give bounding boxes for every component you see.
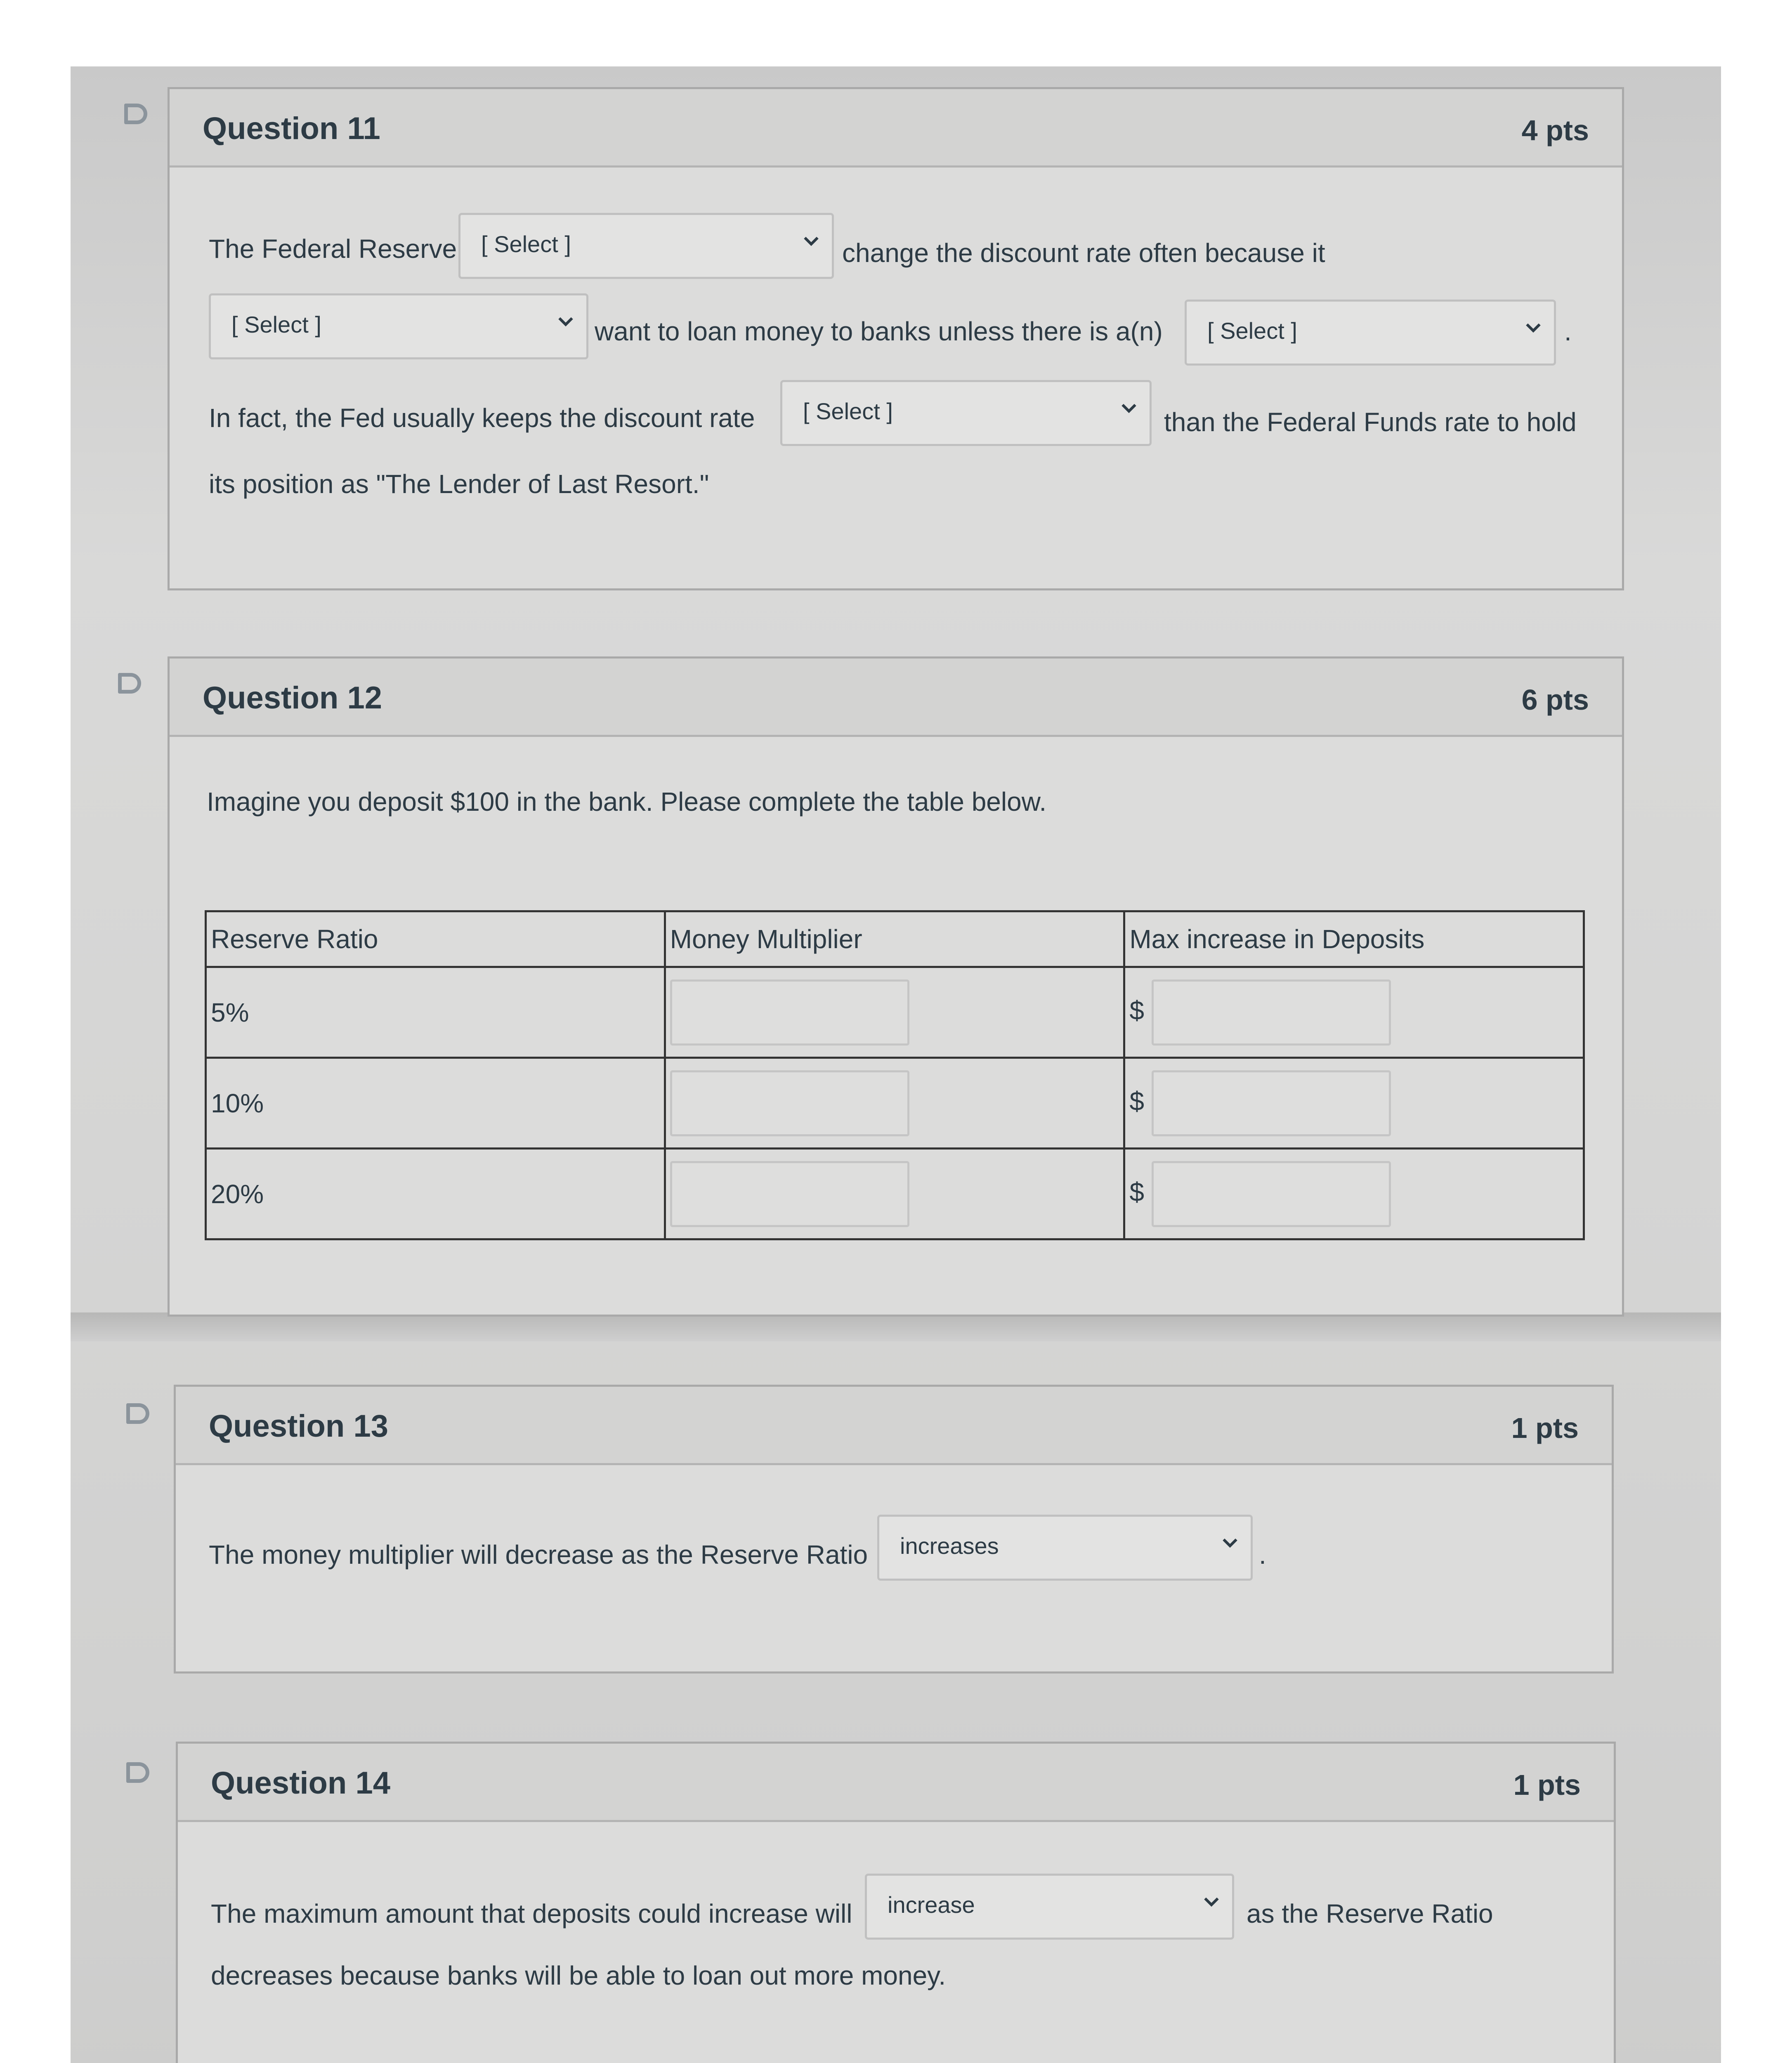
select-dropdown-3[interactable]	[1185, 300, 1556, 366]
currency-label: $	[1129, 1177, 1144, 1207]
table-header: Money Multiplier	[665, 911, 1124, 967]
question-text: The maximum amount that deposits could increase will	[211, 1899, 852, 1928]
chevron-down-icon	[1221, 1534, 1239, 1552]
question-text: The money multiplier will decrease as the Reserve Ratio	[209, 1540, 868, 1570]
question-14-card	[176, 1742, 1616, 2063]
max-increase-cell	[1124, 1149, 1584, 1239]
select-value: increase	[888, 1892, 975, 1918]
question-11-body	[203, 168, 1589, 580]
max-increase-input[interactable]	[1152, 1070, 1391, 1136]
money-multiplier-cell	[665, 967, 1124, 1058]
select-value: increases	[900, 1533, 999, 1559]
table-row	[206, 1058, 1584, 1149]
max-increase-input[interactable]	[1152, 1161, 1391, 1227]
select-value: [ Select ]	[803, 398, 893, 424]
question-title: Question 12	[203, 680, 382, 715]
chevron-down-icon	[557, 313, 575, 331]
screenshot-photo	[71, 66, 1721, 2063]
money-multiplier-input[interactable]	[670, 1070, 909, 1136]
flag-icon[interactable]	[126, 1403, 149, 1424]
money-multiplier-input[interactable]	[670, 1161, 909, 1227]
chevron-down-icon	[1120, 399, 1138, 418]
question-title: Question 14	[211, 1766, 390, 1801]
question-13-card	[174, 1385, 1614, 1674]
reserve-ratio-cell: 20%	[206, 1149, 665, 1239]
max-increase-cell	[1124, 1058, 1584, 1149]
question-points: 6 pts	[1521, 684, 1589, 716]
select-dropdown-2[interactable]	[209, 293, 588, 359]
table-row	[206, 967, 1584, 1058]
money-multiplier-cell	[665, 1058, 1124, 1149]
select-dropdown-1[interactable]	[458, 213, 834, 279]
question-text: than the Federal Funds rate to hold	[1164, 407, 1577, 437]
chevron-down-icon	[802, 232, 820, 250]
question-13-header	[176, 1387, 1612, 1465]
reserve-ratio-cell: 5%	[206, 967, 665, 1058]
chevron-down-icon	[1202, 1893, 1221, 1911]
question-text: In fact, the Fed usually keeps the discount rate	[209, 403, 755, 433]
currency-label: $	[1129, 1086, 1144, 1116]
table-row	[206, 1149, 1584, 1239]
flag-icon[interactable]	[118, 673, 141, 694]
question-text: want to loan money to banks unless there is a(n)	[595, 316, 1163, 346]
currency-label: $	[1129, 995, 1144, 1025]
question-title: Question 11	[203, 111, 380, 146]
question-points: 1 pts	[1511, 1412, 1579, 1444]
table-header: Reserve Ratio	[206, 911, 665, 967]
question-text: .	[1564, 316, 1572, 346]
question-text: The Federal Reserve	[209, 234, 457, 264]
question-11-card	[168, 87, 1624, 590]
question-points: 1 pts	[1513, 1769, 1581, 1801]
question-points: 4 pts	[1521, 114, 1589, 146]
select-value: [ Select ]	[231, 312, 321, 338]
question-text: its position as "The Lender of Last Resort."	[209, 469, 709, 499]
table-header: Max increase in Deposits	[1124, 911, 1584, 967]
reserve-ratio-cell: 10%	[206, 1058, 665, 1149]
select-dropdown[interactable]	[865, 1874, 1234, 1940]
money-multiplier-input[interactable]	[670, 980, 909, 1046]
select-value: [ Select ]	[1207, 318, 1297, 344]
photo-seam	[71, 1312, 1721, 1341]
select-value: [ Select ]	[481, 231, 571, 257]
question-title: Question 13	[209, 1409, 388, 1444]
flag-icon[interactable]	[126, 1762, 149, 1783]
money-multiplier-cell	[665, 1149, 1124, 1239]
max-increase-input[interactable]	[1152, 980, 1391, 1046]
reserve-ratio-table	[205, 910, 1585, 1240]
question-12-card	[168, 656, 1624, 1317]
question-text: as the Reserve Ratio	[1247, 1899, 1493, 1928]
question-14-header	[178, 1744, 1614, 1822]
select-dropdown-4[interactable]	[780, 380, 1152, 446]
question-text: decreases because banks will be able to loan out more money.	[211, 1961, 946, 1990]
flag-icon[interactable]	[124, 104, 147, 124]
chevron-down-icon	[1524, 319, 1542, 337]
question-11-header	[170, 89, 1622, 168]
select-dropdown[interactable]	[877, 1515, 1253, 1581]
question-text: .	[1259, 1540, 1266, 1570]
question-12-header	[170, 659, 1622, 737]
question-text: change the discount rate often because it	[842, 238, 1325, 268]
max-increase-cell	[1124, 967, 1584, 1058]
question-prompt: Imagine you deposit $100 in the bank. Please complete the table below.	[207, 787, 1047, 817]
